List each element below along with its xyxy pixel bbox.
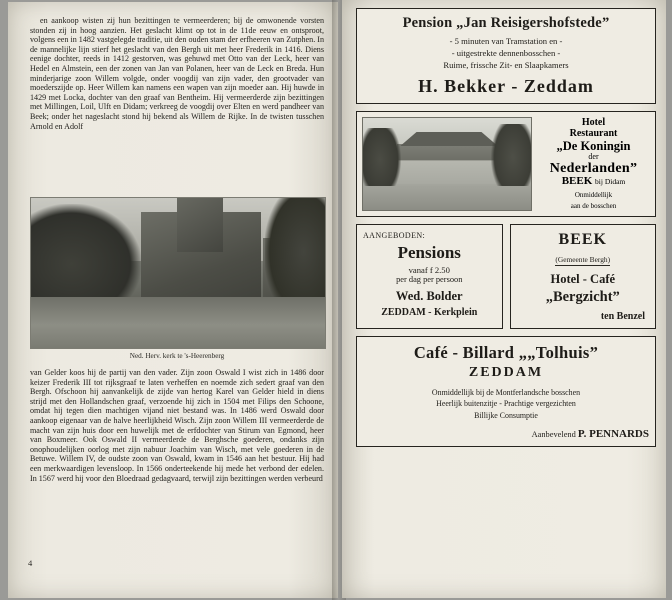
- hotel-line-place: [537, 176, 650, 188]
- ad-pensions-header: AANGEBODEN:: [363, 231, 426, 240]
- ad-pensions-per: per dag per persoon: [396, 275, 463, 284]
- ad-pensions-title: Pensions: [397, 243, 461, 262]
- ad-tolhuis-aanbevelend-label: Aanbevelend: [531, 430, 576, 440]
- ad-tolhuis-foot1: Onmiddellijk bij de Montferlandsche bosschen: [431, 388, 581, 397]
- ad-pensions-price: vanaf f 2.50: [408, 265, 450, 275]
- page-number: 4: [28, 558, 33, 568]
- ad-bergzicht-municipality: (Gemeente Bergh): [555, 255, 611, 264]
- hotel-line-der: der: [588, 152, 599, 162]
- ad-pensions-wed-bolder: [356, 224, 503, 329]
- ad-bergzicht-type: Hotel - Café: [550, 272, 616, 286]
- photo-church-tower: [177, 197, 223, 252]
- ad-pension-line3: Ruime, frissche Zit- en Slaapkamers: [443, 60, 569, 70]
- hotel-line-restaurant: Restaurant: [569, 127, 618, 139]
- hotel-line-note2: aan de bosschen: [570, 201, 617, 210]
- left-page-text-top: [30, 16, 324, 131]
- hotel-line-hotel: Hotel: [581, 117, 606, 128]
- ad-bergzicht-owner: ten Benzel: [600, 311, 645, 322]
- ad-pensions-owner: Wed. Bolder: [395, 289, 463, 303]
- ad-tolhuis-foot2: Heerlijk buitenzitje - Prachtige vergezichten: [436, 399, 576, 409]
- ad-pension-line2: - uitgestrekte dennenbosschen -: [451, 48, 561, 58]
- ad-tolhuis-place: ZEDDAM: [468, 365, 544, 380]
- ad-tolhuis-title: Café - Billard „„Tolhuis”: [413, 343, 599, 362]
- church-photo: [30, 197, 326, 349]
- advertisement-column: [356, 8, 656, 454]
- photo-ground: [31, 297, 325, 348]
- hotel-line-name1: „De Koningin: [556, 139, 631, 153]
- hotel-photo-ground: [363, 186, 531, 210]
- ad-bergzicht-name: „Bergzicht”: [545, 289, 620, 305]
- hotel-place-suffix: bij Didam: [595, 177, 626, 187]
- left-page-text-bottom: [30, 360, 324, 491]
- hotel-photo: [362, 117, 532, 211]
- photo-caption: Ned. Herv. kerk te 's-Heerenberg: [129, 352, 225, 360]
- ad-tolhuis-aanbevelend: [363, 428, 649, 440]
- hotel-place-name: BEEK: [561, 175, 593, 188]
- hotel-line-note1: Onmiddellijk: [574, 190, 613, 199]
- left-page: [8, 2, 338, 598]
- hotel-line-name2: Nederlanden”: [549, 160, 638, 176]
- ad-pension-title: Pension „Jan Reisigershofstede”: [402, 15, 610, 31]
- ad-bergzicht-town: BEEK: [558, 231, 607, 248]
- ad-tolhuis-owner: P. PENNARDS: [577, 428, 649, 441]
- ad-tolhuis-foot3: Billijke Consumptie: [474, 410, 538, 420]
- ad-pension-jan-reisigershofstede: [356, 8, 656, 104]
- paragraph-2: van Gelder koos hij de partij van den vader. Zijn zoon Oswald I wist zich in 1486 door keizer Frederik III tot rijksgraaf te laten verheffen en noemde zich sedert graaf van den Bergh. Ofschoon hij aanvankelijk de zijde van hertog Karel van Gelder hield in diens strijd met den Hollandschen graaf, verzoende hij zich in 1504 met Filips den Schoone, omdat hij tegen dien machtigen vijand niet bestand was. In 1486 werd Oswald door aankoop eigenaar van de halve heerlijkheid Wisch. Zijn zoon Willem III vermeerderde de macht van zijn huis door een huwelijk met de erfdochter van Stirum van Egmond, heer van Boxmeer. Ook Oswald II vermeerderde de Berghsche goederen, ondanks zijn onophoudelijken oorlog met zijn nabuur Joachim van Wisch, met vele goederen in de Betuwe. Willem IV, de oudste zoon van Oswald, kwam in 1546 aan het bestuur. Hij had een merkwaardigen levensloop. In 1566 onderteekende hij mede het verbond der edelen. In 1567 werd hij voor den Bloedraad gedagvaard, terwijl zijn bezittingen werden verbeurd: [30, 368, 324, 483]
- ad-pension-line1: - 5 minuten van Tramstation en -: [449, 36, 563, 46]
- ad-row-pensions-bergzicht: [356, 224, 656, 329]
- paragraph-1: en aankoop wisten zij hun bezittingen te vermeerderen; bij de omwonende vorsten stonden zij in hoog aanzien. Het geslacht klimt op tot in de 11de eeuw en ontsproot, volgens een in 1482 vastgelegde traditie, uit den ouden stam der erfheeren van Zutphen. In de mannelijke lijn stierf het geslacht van den Bergh uit met heer Frederik in 1416. Diens eenige dochter, reeds in 1412 gestorven, was gehuwd met Otto van der Leck, heer van Hedel en Almstein, een der zonen van Jan van Polanen, heer van de Leck en Breda. Hun minderjarige zoon Willem volgde, onder voogdij van zijn vader, den grootvader van moederszijde op. Heer Willem kan namens een wapen van zijn moeder aan. Hij huwde in 1429 met Locka, dochter van den graaf van Bentheim. Hij vermeerderde zijn bezittingen met Millingen, Loil, Ulft en Didam; verkreeg de voogdij over Elten en werd pandheer van Beek; onder het nageslacht stond hij bekend als Willem de Rijke. In de twisten tusschen Arnold en Adolf: [30, 16, 324, 131]
- church-photo-block: [30, 197, 324, 360]
- hotel-photo-building: [397, 144, 501, 184]
- ad-pension-owner: H. Bekker - Zeddam: [418, 76, 594, 96]
- ad-cafe-billard-tolhuis: [356, 336, 656, 447]
- hotel-text-block: [537, 117, 650, 211]
- ad-pensions-place: ZEDDAM - Kerkplein: [381, 307, 478, 318]
- ad-hotel-de-koningin-der-nederlanden: [356, 111, 656, 217]
- ad-hotel-cafe-bergzicht: [510, 224, 657, 329]
